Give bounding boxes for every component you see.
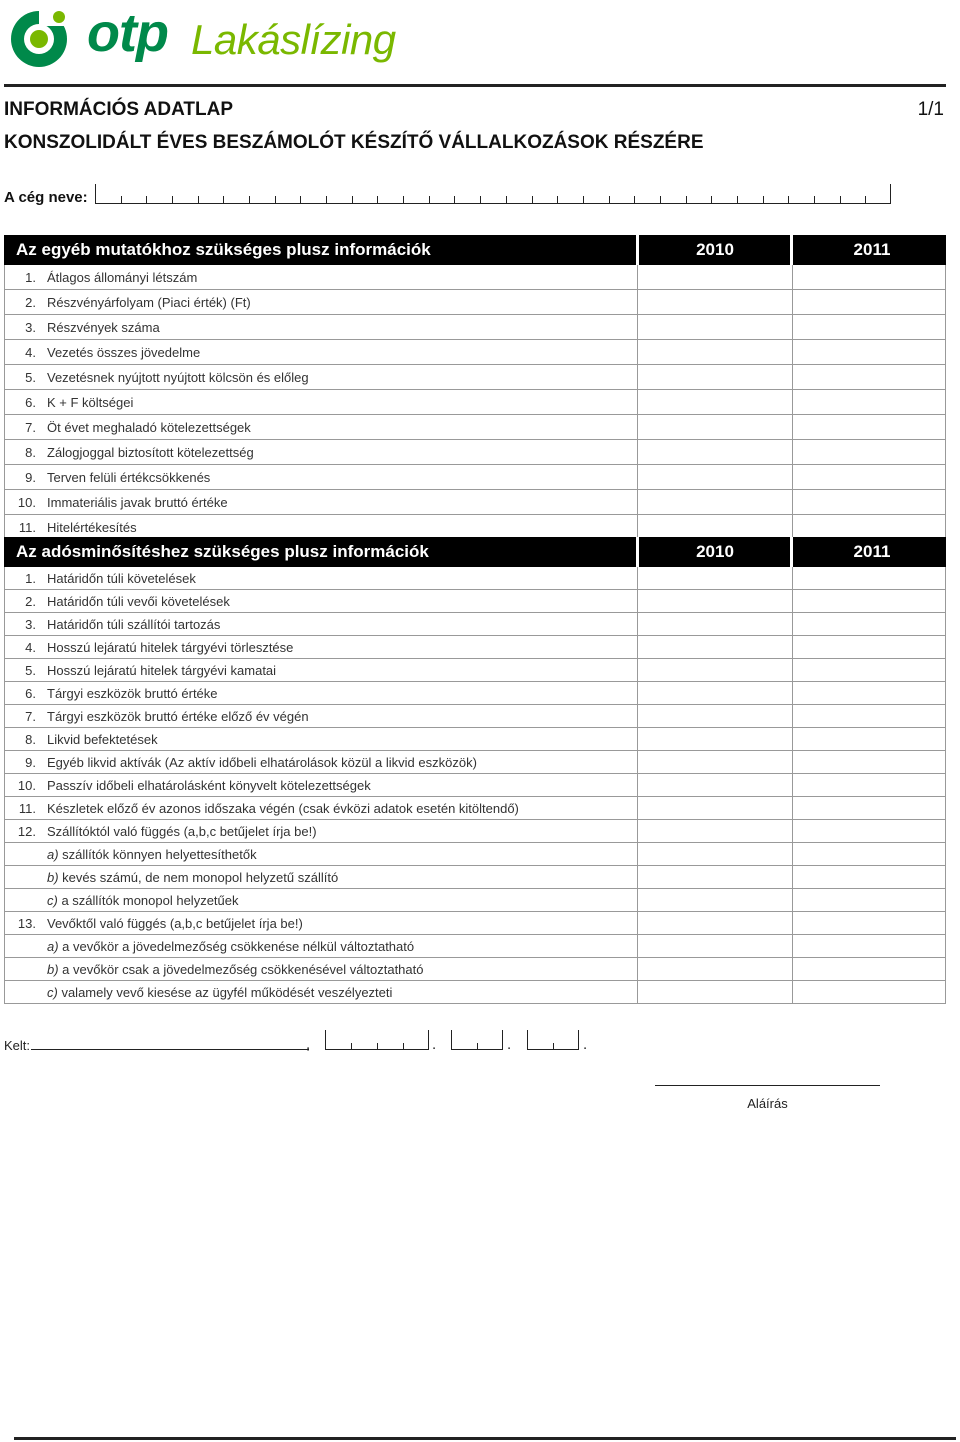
left-border (4, 659, 5, 681)
comb-edge (527, 1030, 528, 1049)
row-number: 13. (17, 916, 36, 931)
left-border (4, 265, 5, 289)
row-label (47, 962, 423, 977)
comb-tick (506, 196, 507, 203)
left-border (4, 590, 5, 612)
table-row (4, 912, 946, 935)
table-row (4, 315, 946, 340)
value-2011-cell[interactable] (793, 866, 945, 888)
header-separator (790, 235, 793, 265)
comb-edge (578, 1030, 579, 1049)
left-border (4, 390, 5, 414)
row-label: Határidőn túli vevői követelések (47, 594, 230, 609)
right-border (945, 889, 946, 911)
dot: . (432, 1036, 437, 1053)
table-row (4, 490, 946, 515)
value-2010-cell[interactable] (638, 590, 790, 612)
comb-tick (249, 196, 250, 203)
value-2011-cell[interactable] (793, 265, 945, 289)
row-number: 5. (25, 370, 36, 385)
value-2010-cell[interactable] (638, 613, 790, 635)
table-row (4, 843, 946, 866)
year-2011-header: 2011 (853, 542, 891, 561)
value-2011-cell[interactable] (793, 290, 945, 314)
value-2010-cell[interactable] (638, 265, 790, 289)
table-row (4, 797, 946, 820)
value-2010-cell[interactable] (638, 390, 790, 414)
value-2011-cell[interactable] (793, 465, 945, 489)
row-number: 8. (25, 445, 36, 460)
right-border (945, 490, 946, 514)
right-border (945, 636, 946, 658)
value-2010-cell[interactable] (638, 728, 790, 750)
left-border (4, 490, 5, 514)
row-label (47, 870, 338, 885)
value-2010-cell[interactable] (638, 774, 790, 796)
value-2011-cell[interactable] (793, 415, 945, 439)
value-2010-cell[interactable] (638, 843, 790, 865)
value-2010-cell[interactable] (638, 705, 790, 727)
comb-tick (377, 1043, 378, 1049)
right-border (945, 728, 946, 750)
value-2011-cell[interactable] (793, 315, 945, 339)
value-2010-cell[interactable] (638, 340, 790, 364)
value-2011-cell[interactable] (793, 935, 945, 957)
left-border (4, 465, 5, 489)
comb-tick (351, 1043, 352, 1049)
table-row (4, 415, 946, 440)
table-row (4, 981, 946, 1004)
comb-tick (711, 196, 712, 203)
form-subtitle: KONSZOLIDÁLT ÉVES BESZÁMOLÓT KÉSZÍTŐ VÁLLALKOZÁSOK RÉSZÉRE (4, 132, 704, 153)
value-2010-cell[interactable] (638, 465, 790, 489)
comb-tick (532, 196, 533, 203)
table-row (4, 682, 946, 705)
comb-tick (121, 196, 122, 203)
row-number: 11. (18, 520, 36, 535)
value-2011-cell[interactable] (793, 774, 945, 796)
comb-tick (172, 196, 173, 203)
logo-product-text: Lakáslízing (191, 16, 396, 63)
comb-tick (557, 196, 558, 203)
comb-tick (480, 196, 481, 203)
comma: , (306, 1036, 311, 1053)
day-input[interactable] (527, 1030, 579, 1050)
row-label (47, 893, 239, 908)
value-2011-cell[interactable] (793, 682, 945, 704)
row-number: 10. (17, 778, 36, 793)
header-separator (636, 235, 639, 265)
row-label: Részvények száma (47, 320, 160, 335)
row-option-letter: c) (47, 893, 58, 908)
comb-tick (326, 196, 327, 203)
left-border (4, 728, 5, 750)
row-number: 4. (25, 640, 36, 655)
table-row (4, 866, 946, 889)
comb-tick (737, 196, 738, 203)
other-indicators-table (4, 235, 946, 540)
row-number: 6. (25, 686, 36, 701)
left-border (4, 705, 5, 727)
value-2011-cell[interactable] (793, 728, 945, 750)
row-label: Készletek előző év azonos időszaka végén (csak évközi adatok esetén kitöltendő) (47, 801, 519, 816)
row-label: Egyéb likvid aktívák (Az aktív időbeli elhatárolások közül a likvid eszközök) (47, 755, 477, 770)
row-number: 4. (25, 345, 36, 360)
row-label (47, 847, 257, 862)
year-input[interactable] (325, 1030, 429, 1050)
row-number: 8. (25, 732, 36, 747)
row-number: 1. (25, 270, 36, 285)
table-row (4, 935, 946, 958)
value-2011-cell[interactable] (793, 567, 945, 589)
value-2011-cell[interactable] (793, 440, 945, 464)
row-label: Vevőktől való függés (a,b,c betűjelet írja be!) (47, 916, 303, 931)
row-number: 11. (18, 801, 36, 816)
right-border (945, 682, 946, 704)
table-row (4, 567, 946, 590)
left-border (4, 958, 5, 980)
comb-edge (95, 184, 96, 203)
table-row (4, 774, 946, 797)
table-row (4, 659, 946, 682)
table-row (4, 390, 946, 415)
row-label: Hosszú lejáratú hitelek tárgyévi kamatai (47, 663, 277, 678)
place-input[interactable] (31, 1049, 309, 1050)
right-border (945, 440, 946, 464)
row-label: Tárgyi eszközök bruttó értéke előző év végén (47, 709, 309, 724)
table-row (4, 636, 946, 659)
comb-tick (634, 196, 635, 203)
left-border (4, 365, 5, 389)
comb-tick (763, 196, 764, 203)
left-border (4, 415, 5, 439)
row-label-text: a szállítók monopol helyzetűek (57, 893, 239, 908)
value-2010-cell[interactable] (638, 958, 790, 980)
row-number: 9. (25, 470, 36, 485)
row-label: Passzív időbeli elhatárolásként könyvelt kötelezettségek (47, 778, 371, 793)
row-label: Vezetés összes jövedelme (47, 345, 201, 360)
row-number: 3. (25, 617, 36, 632)
header-separator (636, 537, 639, 567)
otp-lakaslizing-logo (9, 3, 396, 68)
credit-rating-table (4, 537, 946, 1004)
row-label: Hitelértékesítés (47, 520, 137, 535)
row-label (47, 985, 392, 1000)
left-border (4, 613, 5, 635)
row-number: 5. (25, 663, 36, 678)
value-2011-cell[interactable] (793, 365, 945, 389)
row-option-letter: b) (47, 962, 59, 977)
row-number: 1. (25, 571, 36, 586)
bottom-rule (14, 1437, 956, 1440)
dot: . (583, 1036, 588, 1053)
company-name-field (4, 184, 894, 206)
credit-rating-header (4, 537, 946, 567)
top-rule (4, 84, 946, 87)
value-2010-cell[interactable] (638, 567, 790, 589)
left-border (4, 797, 5, 819)
comb-tick (788, 196, 789, 203)
row-label: Határidőn túli követelések (47, 571, 196, 586)
value-2010-cell[interactable] (638, 290, 790, 314)
row-number: 12. (17, 824, 36, 839)
comb-tick (477, 1043, 478, 1049)
left-border (4, 751, 5, 773)
value-2010-cell[interactable] (638, 820, 790, 842)
row-number: 7. (25, 420, 36, 435)
otp-symbol-icon (9, 6, 73, 68)
company-name-label: A cég neve: (4, 189, 88, 206)
table-row (4, 613, 946, 636)
comb-tick (553, 1043, 554, 1049)
left-border (4, 315, 5, 339)
header-separator (790, 537, 793, 567)
table-row (4, 590, 946, 613)
comb-edge (428, 1030, 429, 1049)
value-2010-cell[interactable] (638, 682, 790, 704)
value-2011-cell[interactable] (793, 889, 945, 911)
form-title: INFORMÁCIÓS ADATLAP (4, 99, 234, 120)
signature-line[interactable] (655, 1085, 880, 1086)
value-2011-cell[interactable] (793, 797, 945, 819)
row-option-letter: a) (47, 939, 59, 954)
value-2010-cell[interactable] (638, 866, 790, 888)
left-border (4, 889, 5, 911)
year-2011-header: 2011 (853, 240, 891, 259)
comb-tick (146, 196, 147, 203)
value-2011-cell[interactable] (793, 912, 945, 934)
value-2011-cell[interactable] (793, 390, 945, 414)
row-label: Tárgyi eszközök bruttó értéke (47, 686, 218, 701)
value-2010-cell[interactable] (638, 751, 790, 773)
value-2011-cell[interactable] (793, 843, 945, 865)
comb-tick (429, 196, 430, 203)
row-label: Határidőn túli szállítói tartozás (47, 617, 221, 632)
right-border (945, 912, 946, 934)
value-2011-cell[interactable] (793, 636, 945, 658)
row-label (47, 939, 414, 954)
table-row (4, 365, 946, 390)
table-row (4, 265, 946, 290)
row-label: Hosszú lejáratú hitelek tárgyévi törlesztése (47, 640, 294, 655)
value-2010-cell[interactable] (638, 659, 790, 681)
row-label: Zálogjoggal biztosított kötelezettség (47, 445, 254, 460)
left-border (4, 515, 5, 539)
row-label-text: a vevőkör csak a jövedelmezőség csökkenésével változtatható (58, 962, 424, 977)
row-option-letter: b) (47, 870, 59, 885)
left-border (4, 935, 5, 957)
comb-tick (609, 196, 610, 203)
right-border (945, 843, 946, 865)
value-2011-cell[interactable] (793, 490, 945, 514)
year-2010-header: 2010 (696, 240, 734, 259)
comb-tick (660, 196, 661, 203)
value-2010-cell[interactable] (638, 912, 790, 934)
comb-edge (451, 1030, 452, 1049)
left-border (4, 440, 5, 464)
table-row (4, 751, 946, 774)
year-2010-header: 2010 (696, 542, 734, 561)
table-row (4, 440, 946, 465)
value-2010-cell[interactable] (638, 440, 790, 464)
row-label: Részvényárfolyam (Piaci érték) (Ft) (47, 295, 251, 310)
comb-edge (325, 1030, 326, 1049)
value-2011-cell[interactable] (793, 590, 945, 612)
value-2010-cell[interactable] (638, 889, 790, 911)
right-border (945, 659, 946, 681)
comb-tick (840, 196, 841, 203)
other-indicators-header (4, 235, 946, 265)
table-row (4, 340, 946, 365)
right-border (945, 290, 946, 314)
value-2011-cell[interactable] (793, 659, 945, 681)
right-border (945, 567, 946, 589)
dot: . (507, 1036, 512, 1053)
logo-brand-text: otp (87, 3, 168, 63)
right-border (945, 515, 946, 539)
row-label: Immateriális javak bruttó értéke (47, 495, 228, 510)
row-number: 2. (25, 594, 36, 609)
row-label-text: valamely vevő kiesése az ügyfél működését veszélyezteti (57, 985, 393, 1000)
signature-label: Aláírás (747, 1096, 788, 1111)
left-border (4, 774, 5, 796)
right-border (945, 958, 946, 980)
right-border (945, 751, 946, 773)
row-number: 2. (25, 295, 36, 310)
value-2011-cell[interactable] (793, 820, 945, 842)
right-border (945, 465, 946, 489)
value-2010-cell[interactable] (638, 415, 790, 439)
comb-tick (454, 196, 455, 203)
row-number: 10. (17, 495, 36, 510)
comb-tick (403, 196, 404, 203)
value-2010-cell[interactable] (638, 797, 790, 819)
row-label: Szállítóktól való függés (a,b,c betűjelet írja be!) (47, 824, 317, 839)
comb-tick (223, 196, 224, 203)
value-2010-cell[interactable] (638, 315, 790, 339)
row-label: Terven felüli értékcsökkenés (47, 470, 211, 485)
comb-edge (502, 1030, 503, 1049)
table-row (4, 820, 946, 843)
right-border (945, 415, 946, 439)
value-2010-cell[interactable] (638, 636, 790, 658)
page-number: 1/1 (917, 99, 944, 120)
comb-tick (275, 196, 276, 203)
table-row (4, 728, 946, 751)
row-number: 7. (25, 709, 36, 724)
comb-tick (352, 196, 353, 203)
right-border (945, 935, 946, 957)
value-2010-cell[interactable] (638, 365, 790, 389)
right-border (945, 774, 946, 796)
left-border (4, 636, 5, 658)
right-border (945, 866, 946, 888)
right-border (945, 613, 946, 635)
value-2011-cell[interactable] (793, 705, 945, 727)
row-label: Vezetésnek nyújtott nyújtott kölcsön és előleg (47, 370, 309, 385)
value-2010-cell[interactable] (638, 981, 790, 1003)
comb-tick (300, 196, 301, 203)
comb-tick (403, 1043, 404, 1049)
row-option-letter: a) (47, 847, 59, 862)
comb-tick (814, 196, 815, 203)
right-border (945, 365, 946, 389)
date-field (4, 1030, 604, 1052)
comb-tick (377, 196, 378, 203)
row-label-text: kevés számú, de nem monopol helyzetű szállító (58, 870, 339, 885)
value-2011-cell[interactable] (793, 958, 945, 980)
row-label: K + F költségei (47, 395, 134, 410)
table-row (4, 889, 946, 912)
value-2011-cell[interactable] (793, 515, 945, 539)
left-border (4, 981, 5, 1003)
value-2011-cell[interactable] (793, 613, 945, 635)
company-name-input[interactable] (95, 184, 891, 204)
kelt-label: Kelt: (4, 1038, 31, 1053)
table-row (4, 705, 946, 728)
row-label: Öt évet meghaladó kötelezettségek (47, 420, 251, 435)
right-border (945, 590, 946, 612)
value-2010-cell[interactable] (638, 490, 790, 514)
value-2011-cell[interactable] (793, 981, 945, 1003)
comb-tick (686, 196, 687, 203)
right-border (945, 265, 946, 289)
left-border (4, 290, 5, 314)
value-2011-cell[interactable] (793, 340, 945, 364)
value-2010-cell[interactable] (638, 935, 790, 957)
comb-tick (865, 196, 866, 203)
section-title: Az adósminősítéshez szükséges plusz információk (16, 542, 429, 561)
comb-edge (890, 184, 891, 203)
left-border (4, 682, 5, 704)
month-input[interactable] (451, 1030, 503, 1050)
right-border (945, 797, 946, 819)
row-option-letter: c) (47, 985, 58, 1000)
left-border (4, 866, 5, 888)
row-number: 3. (25, 320, 36, 335)
left-border (4, 912, 5, 934)
left-border (4, 340, 5, 364)
value-2011-cell[interactable] (793, 751, 945, 773)
right-border (945, 981, 946, 1003)
left-border (4, 567, 5, 589)
right-border (945, 820, 946, 842)
row-label-text: szállítók könnyen helyettesíthetők (58, 847, 257, 862)
right-border (945, 390, 946, 414)
section-title: Az egyéb mutatókhoz szükséges plusz információk (16, 240, 431, 259)
row-number: 9. (25, 755, 36, 770)
comb-tick (583, 196, 584, 203)
value-2010-cell[interactable] (638, 515, 790, 539)
row-label: Likvid befektetések (47, 732, 158, 747)
table-row (4, 958, 946, 981)
right-border (945, 705, 946, 727)
row-number: 6. (25, 395, 36, 410)
comb-tick (198, 196, 199, 203)
row-label-text: a vevőkör a jövedelmezőség csökkenése nélkül változtatható (58, 939, 415, 954)
right-border (945, 340, 946, 364)
left-border (4, 843, 5, 865)
left-border (4, 820, 5, 842)
table-row (4, 290, 946, 315)
right-border (945, 315, 946, 339)
table-row (4, 465, 946, 490)
row-label: Átlagos állományi létszám (47, 270, 198, 285)
